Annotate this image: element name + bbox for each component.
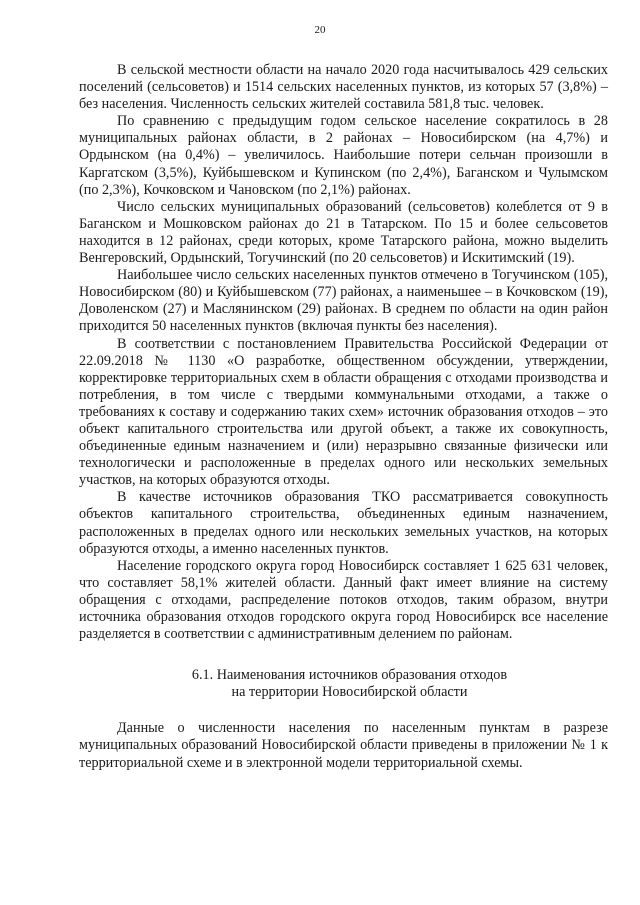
section-heading <box>79 667 608 701</box>
paragraph-waste-source-definition: В соответствии с постановлением Правительства Российской Федерации от 22.09.2018 № 1130 «О разработке, общественном обсуждении, утверждении, корректировке территориальных схем в области обращения с отходами производства и потребления, в том числе с твердыми коммунальными отходами, а также о требованиях к составу и содержанию таких схем» источник образования отходов – это объект капитального строительства или другой объект, а также их совокупность, объединенные единым назначением и (или) неразрывно связанные физически или технологически и расположенные в пределах одного или нескольких земельных участков, на которых образуются отходы. <box>79 335 608 489</box>
paragraph-population-change: По сравнению с предыдущим годом сельское население сократилось в 28 муниципальных районах области, в 2 районах – Новосибирском (на 4,7%) и Ордынском (на 0,4%) – увеличилось. Наибольшие потери сельчан произошли в Каргатском (3,5%), Куйбышевском и Купинском (по 2,4%), Баганском и Чулымском (по 2,3%), Кочковском и Чановском (по 2,1%) районах. <box>79 113 608 198</box>
section-heading-line1: 6.1. Наименования источников образования отходов <box>191 667 508 684</box>
paragraph-novosibirsk-population: Население городского округа город Новосибирск составляет 1 625 631 человек, что составляет 58,1% жителей области. Данный факт имеет влияние на систему обращения с отходами, распределение потоков отходов, таким образом, внутри источника образования отходов городского округа город Новосибирск все население разделяется в соответствии с административным делением по районам. <box>79 557 608 643</box>
paragraph-municipal-count: Число сельских муниципальных образований (сельсоветов) колеблется от 9 в Баганском и Мошковском районах до 21 в Татарском. По 15 и более сельсоветов находится в 12 районах, среди которых, кроме Татарского района, можно выделить Венгеровский, Ордынский, Тогучинский (по 20 сельсоветов) и Искитимский (19). <box>79 198 608 267</box>
paragraph-settlement-count: Наибольшее число сельских населенных пунктов отмечено в Тогучинском (105), Новосибирском (80) и Куйбышевском (77) районах, а наименьшее – в Кочковском (19), Доволенском (27) и Маслянинском (29) районах. В среднем по области на один район приходится 50 населенных пунктов (включая пункты без населения). <box>79 267 608 335</box>
page-number: 20 <box>314 24 326 36</box>
document-body <box>79 62 608 772</box>
paragraph-appendix-reference: Данные о численности населения по населенным пунктам в разрезе муниципальных образований Новосибирской области приведены в приложении № 1 к территориальной схеме и в электронной модели территориальной схемы. <box>79 720 608 771</box>
paragraph-rural-settlements: В сельской местности области на начало 2020 года насчитывалось 429 сельских поселений (сельсоветов) и 1514 сельских населенных пунктов, из которых 57 (3,8%) – без населения. Численность сельских жителей составила 581,8 тыс. человек. <box>79 62 608 113</box>
paragraph-tko-sources: В качестве источников образования ТКО рассматривается совокупность объектов капитального строительства, объединенных единым назначением, расположенных в пределах одного или нескольких земельных участков, на которых образуются отходы, а именно населенных пунктов. <box>79 489 608 557</box>
section-heading-line2: на территории Новосибирской области <box>231 684 468 701</box>
